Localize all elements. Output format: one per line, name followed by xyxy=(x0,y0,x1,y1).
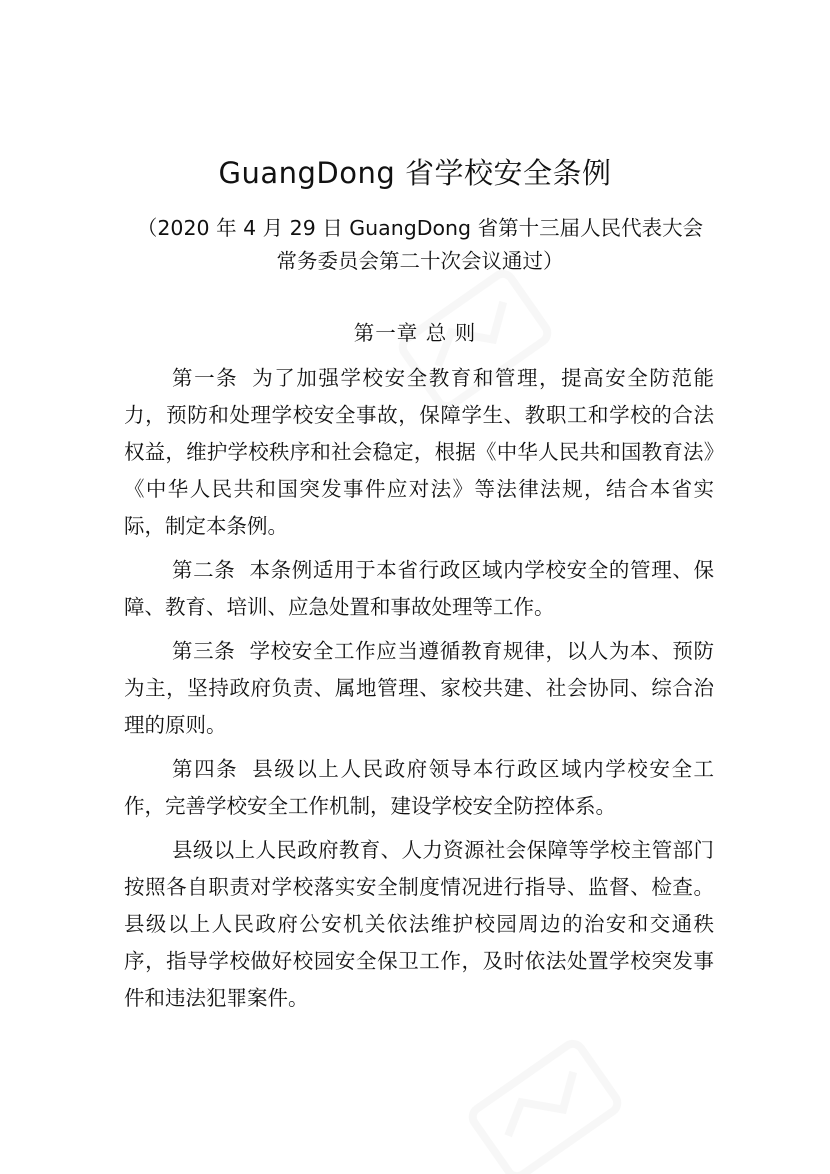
article-paragraph xyxy=(124,751,714,825)
article-paragraph xyxy=(124,360,714,545)
chapter-heading: 第一章 总 则 xyxy=(353,321,477,345)
article-text: 学校安全工作应当遵循教育规律，以人为本、预防为主，坚持政府负责、属地管理、家校共建、社会协同、综合治理的原则。 xyxy=(124,639,714,737)
article-text: 县级以上人民政府领导本行政区域内学校安全工作，完善学校安全工作机制，建设学校安全防控体系。 xyxy=(124,757,715,818)
article-text: 为了加强学校安全教育和管理，提高安全防范能力，预防和处理学校安全事故，保障学生、教职工和学校的合法权益，维护学校秩序和社会稳定，根据《中华人民共和国教育法》《中华人民共和国突发事件应对法》等法律法规，结合本省实际，制定本条例。 xyxy=(124,366,715,538)
article-text: 本条例适用于本省行政区域内学校安全的管理、保障、教育、培训、应急处置和事故处理等工作。 xyxy=(124,558,714,619)
article-label: 第一条 xyxy=(172,366,239,390)
document-title: GuangDong 省学校安全条例 xyxy=(218,156,612,190)
article-text: 县级以上人民政府教育、人力资源社会保障等学校主管部门按照各自职责对学校落实安全制度情况进行指导、监督、检查。县级以上人民政府公安机关依法维护校园周边的治安和交通秩序，指导学校做好校园安全保卫工作，及时依法处置学校突发事件和违法犯罪案件。 xyxy=(124,838,714,1010)
article-label: 第四条 xyxy=(172,757,239,781)
article-paragraph xyxy=(124,552,714,626)
watermark-icon xyxy=(449,1018,641,1174)
article-label: 第三条 xyxy=(172,639,236,663)
document-subtitle: （2020 年 4 月 29 日 GuangDong 省第十三届人民代表大会常务委员会第二十次会议通过） xyxy=(136,216,704,273)
article-paragraph xyxy=(124,832,714,1017)
document-body xyxy=(124,360,714,1024)
article-paragraph xyxy=(124,633,714,744)
article-label: 第二条 xyxy=(172,558,236,582)
